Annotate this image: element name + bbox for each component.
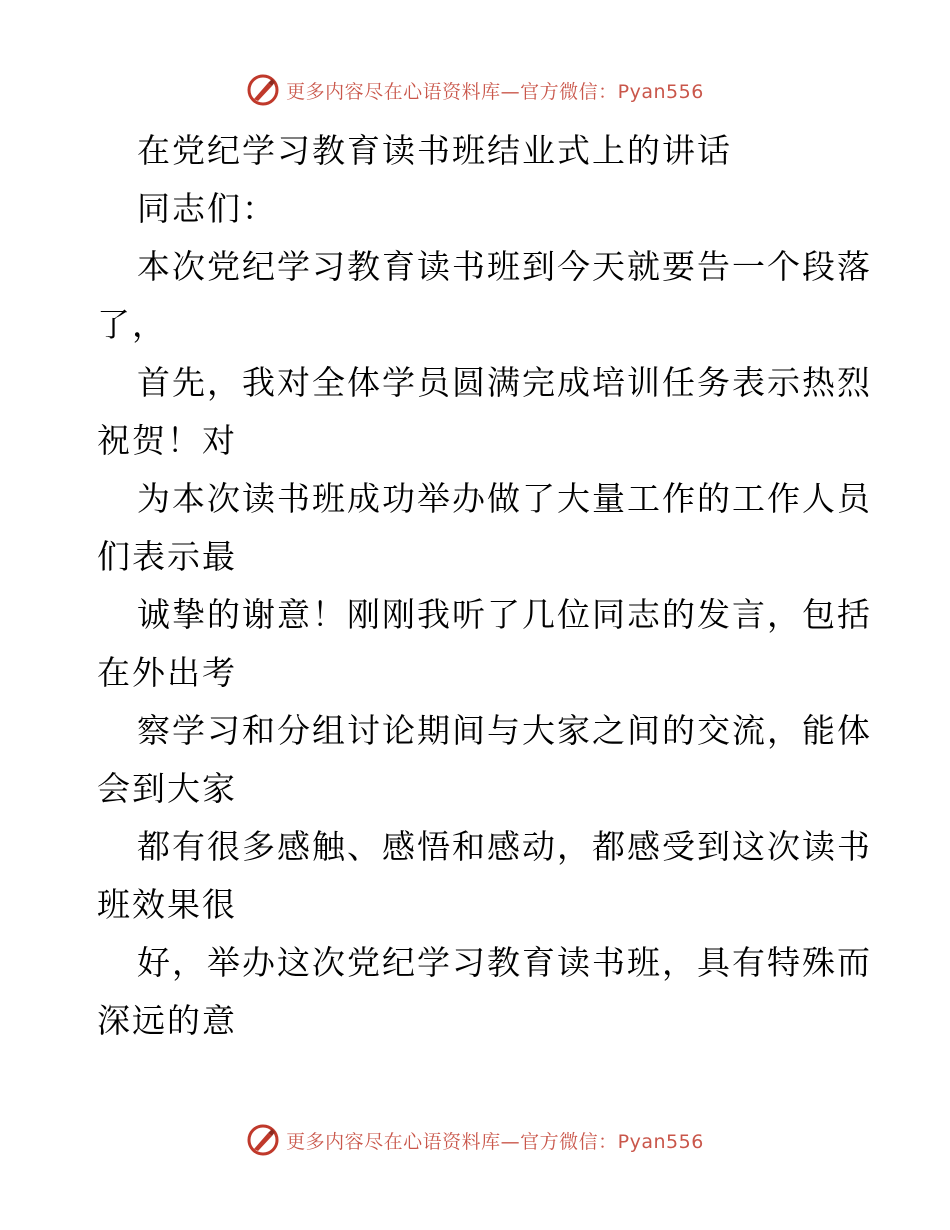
- paragraph-line: 深远的意: [97, 1001, 237, 1040]
- paragraph-line: 都有很多感触、感悟和感动，都感受到这次读书: [137, 827, 872, 866]
- paragraph-line: 们表示最: [97, 537, 237, 576]
- pen-logo-icon: [246, 1123, 280, 1157]
- paragraph-line: 在外出考: [97, 653, 237, 692]
- paragraph-line: 好，举办这次党纪学习教育读书班，具有特殊而: [137, 943, 872, 982]
- document-title: 在党纪学习教育读书班结业式上的讲话: [137, 131, 732, 170]
- header-banner: [0, 70, 950, 110]
- paragraph-line: 本次党纪学习教育读书班到今天就要告一个段落: [137, 247, 872, 286]
- paragraph-line: 会到大家: [97, 769, 237, 808]
- paragraph-line: 祝贺！对: [97, 421, 237, 460]
- paragraph-line: 为本次读书班成功举办做了大量工作的工作人员: [137, 479, 872, 518]
- greeting: 同志们：: [137, 189, 277, 228]
- banner-text: 更多内容尽在心语资料库—官方微信：Pyan556: [286, 80, 704, 103]
- paragraph-line: 察学习和分组讨论期间与大家之间的交流，能体: [137, 711, 872, 750]
- paragraph-line: 了，: [97, 305, 167, 344]
- document-body: [97, 122, 872, 1050]
- footer-banner: [0, 1120, 950, 1160]
- banner-text: 更多内容尽在心语资料库—官方微信：Pyan556: [286, 1130, 704, 1153]
- pen-logo-icon: [246, 73, 280, 107]
- paragraph-line: 首先，我对全体学员圆满完成培训任务表示热烈: [137, 363, 872, 402]
- paragraph-line: 班效果很: [97, 885, 237, 924]
- paragraph-line: 诚挚的谢意！刚刚我听了几位同志的发言，包括: [137, 595, 872, 634]
